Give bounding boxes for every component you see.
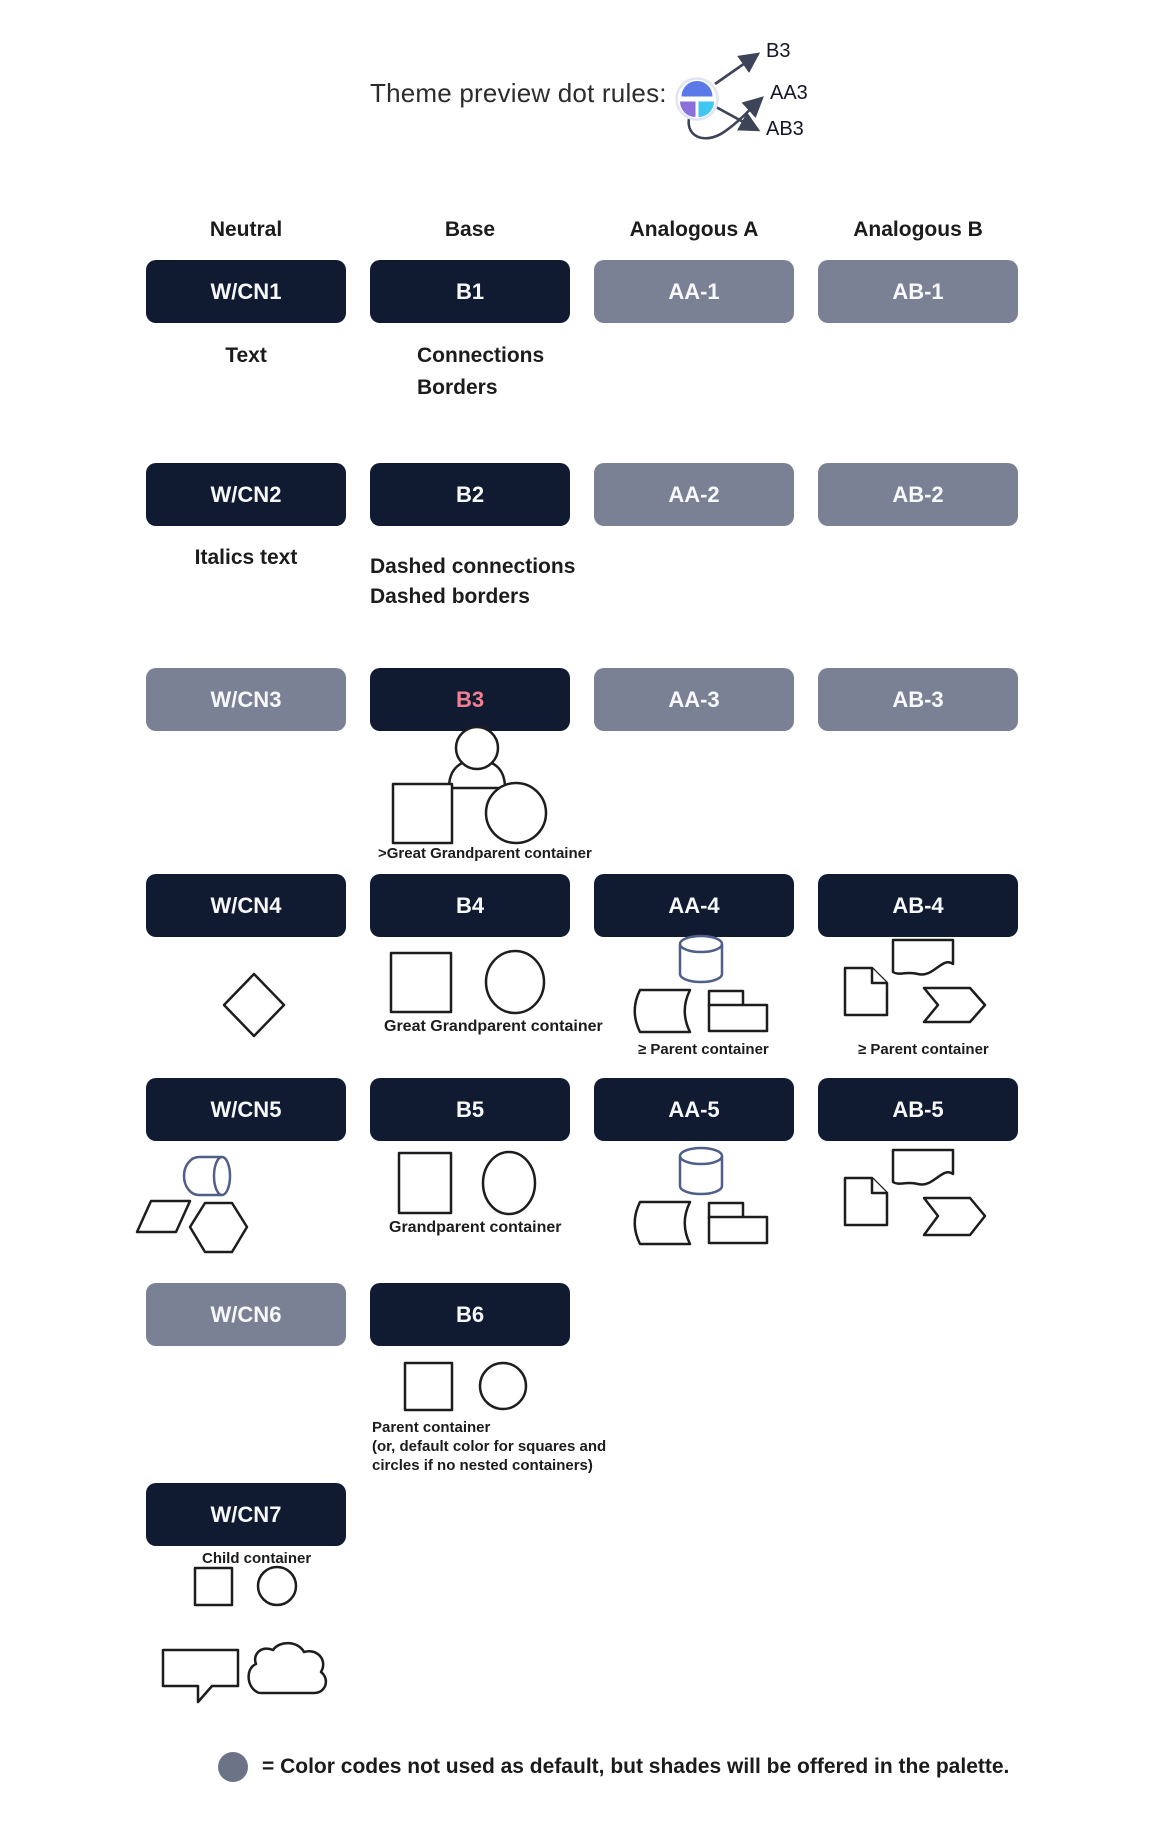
swatch-aa1: [594, 260, 794, 323]
swatch-aa3: [594, 668, 794, 731]
swatch-aa4: [594, 874, 794, 937]
card-icon: [709, 1217, 767, 1243]
caption-dashed-connections: Dashed connections: [370, 555, 576, 578]
document-icon: [845, 968, 887, 1015]
swatch-b4-label: B4: [455, 892, 485, 918]
circle-icon: [483, 1152, 535, 1214]
swatch-aa1-label: AA-1: [668, 278, 720, 304]
swatch-wcn7: [146, 1483, 346, 1546]
document-fold-icon: [872, 968, 887, 983]
dot-rule-label-b3: B3: [766, 40, 791, 62]
caption-parent-line2: (or, default color for squares and: [372, 1438, 607, 1455]
caption-parent-container: [372, 1418, 606, 1475]
circle-icon: [486, 783, 546, 843]
caption-dashed-borders: Dashed borders: [370, 585, 530, 608]
swatch-aa5-label: AA-5: [668, 1096, 720, 1122]
b4-square-circle-shapes: [385, 945, 550, 1017]
swatch-b5: [370, 1078, 570, 1141]
dot-rule-label-aa3: AA3: [770, 82, 808, 104]
swatch-wcn1-label: W/CN1: [210, 278, 282, 304]
square-icon: [405, 1363, 452, 1410]
swatch-ab2-label: AB-2: [892, 481, 944, 507]
wcn7-square-circle-shapes: [190, 1562, 302, 1610]
swatch-wcn1: [146, 260, 346, 323]
caption-italics-text: Italics text: [194, 546, 298, 569]
theme-preview-dot-icon: [677, 79, 718, 120]
stored-data-icon: [635, 1202, 690, 1244]
caption-connections: Connections: [417, 344, 545, 367]
caption-great-grandparent: Great Grandparent container: [384, 1018, 603, 1035]
hexagon-icon: [190, 1203, 247, 1252]
caption-grandparent: Grandparent container: [389, 1219, 562, 1236]
swatch-ab4: [818, 874, 1018, 937]
parallelogram-icon: [137, 1201, 190, 1232]
document-fold-icon: [872, 1178, 887, 1193]
aa4-shapes: [622, 930, 777, 1035]
cylinder-top-icon: [680, 1148, 722, 1164]
swatch-wcn4-label: W/CN4: [210, 892, 282, 918]
caption-ge-parent-aa: ≥ Parent container: [638, 1041, 769, 1058]
column-header-neutral: Neutral: [209, 218, 283, 241]
chevron-icon: [924, 988, 985, 1022]
speech-bubble-icon: [163, 1650, 238, 1702]
caption-connections-borders: [417, 340, 544, 404]
wavy-document-icon: [893, 1150, 953, 1184]
caption-parent-line3: circles if no nested containers): [372, 1457, 593, 1474]
swatch-wcn2-label: W/CN2: [210, 481, 282, 507]
swatch-wcn3: [146, 668, 346, 731]
swatch-ab3: [818, 668, 1018, 731]
swatch-wcn5: [146, 1078, 346, 1141]
caption-borders: Borders: [417, 376, 498, 399]
swatch-b1: [370, 260, 570, 323]
swatch-ab1-label: AB-1: [892, 278, 944, 304]
swatch-wcn2: [146, 463, 346, 526]
person-head-icon: [456, 727, 498, 769]
cylinder-top-icon: [680, 936, 722, 952]
dot-rule-label-ab3: AB3: [766, 118, 804, 140]
swatch-wcn3-label: W/CN3: [210, 686, 282, 712]
document-icon: [845, 1178, 887, 1225]
card-icon: [709, 1005, 767, 1031]
column-header-analogous-b: Analogous B: [853, 218, 983, 241]
ab4-shapes: [830, 930, 990, 1030]
square-icon: [393, 784, 452, 843]
page-title: Theme preview dot rules:: [370, 78, 667, 108]
circle-icon: [258, 1567, 296, 1605]
circle-icon: [480, 1363, 526, 1409]
swatch-wcn5-label: W/CN5: [210, 1096, 282, 1122]
column-header-base: Base: [444, 218, 496, 241]
swatch-aa3-label: AA-3: [668, 686, 720, 712]
person-square-circle-shapes: [375, 720, 560, 850]
swatch-b6: [370, 1283, 570, 1346]
caption-dashed: [370, 552, 575, 612]
swatch-b5-label: B5: [455, 1096, 485, 1122]
wavy-document-icon: [893, 940, 953, 974]
swatch-aa5: [594, 1078, 794, 1141]
b6-square-circle-shapes: [400, 1358, 535, 1414]
diamond-icon: [222, 972, 286, 1038]
swatch-b4: [370, 874, 570, 937]
swatch-ab3-label: AB-3: [892, 686, 944, 712]
swatch-wcn7-label: W/CN7: [210, 1501, 282, 1527]
swatch-ab5-label: AB-5: [892, 1096, 944, 1122]
swatch-ab4-label: AB-4: [892, 892, 944, 918]
ab5-shapes: [830, 1140, 990, 1240]
swatch-aa2: [594, 463, 794, 526]
swatch-aa4-label: AA-4: [668, 892, 720, 918]
chevron-icon: [924, 1198, 985, 1235]
horizontal-cylinder-cap-icon: [214, 1157, 230, 1195]
swatch-ab1: [818, 260, 1018, 323]
stored-data-icon: [635, 990, 690, 1032]
swatch-b1-label: B1: [455, 278, 485, 304]
caption-child-container: Child container: [202, 1550, 312, 1567]
swatch-wcn4: [146, 874, 346, 937]
caption-great-grandparent-gt: >Great Grandparent container: [378, 845, 592, 862]
swatch-b2: [370, 463, 570, 526]
legend-text: = Color codes not used as default, but shades will be offered in the palette.: [262, 1755, 1010, 1778]
wcn5-shapes: [125, 1145, 255, 1260]
column-header-analogous-a: Analogous A: [629, 218, 759, 241]
caption-ge-parent-ab: ≥ Parent container: [858, 1041, 989, 1058]
cloud-icon: [249, 1643, 326, 1693]
swatch-ab5: [818, 1078, 1018, 1141]
swatch-wcn6: [146, 1283, 346, 1346]
b5-square-circle-shapes: [395, 1148, 540, 1218]
square-icon: [391, 953, 451, 1012]
circle-icon: [486, 951, 544, 1013]
speech-cloud-shapes: [155, 1638, 335, 1708]
caption-parent-line1: Parent container: [372, 1419, 491, 1436]
swatch-aa2-label: AA-2: [668, 481, 720, 507]
swatch-b2-label: B2: [455, 481, 485, 507]
aa5-shapes: [622, 1142, 777, 1247]
swatch-b3-label: B3: [455, 686, 485, 712]
caption-text: Text: [225, 344, 267, 367]
legend-gray-dot-icon: [218, 1752, 248, 1782]
swatch-ab2: [818, 463, 1018, 526]
swatch-wcn6-label: W/CN6: [210, 1301, 282, 1327]
square-icon: [399, 1153, 451, 1213]
square-icon: [195, 1568, 232, 1605]
swatch-b6-label: B6: [455, 1301, 485, 1327]
